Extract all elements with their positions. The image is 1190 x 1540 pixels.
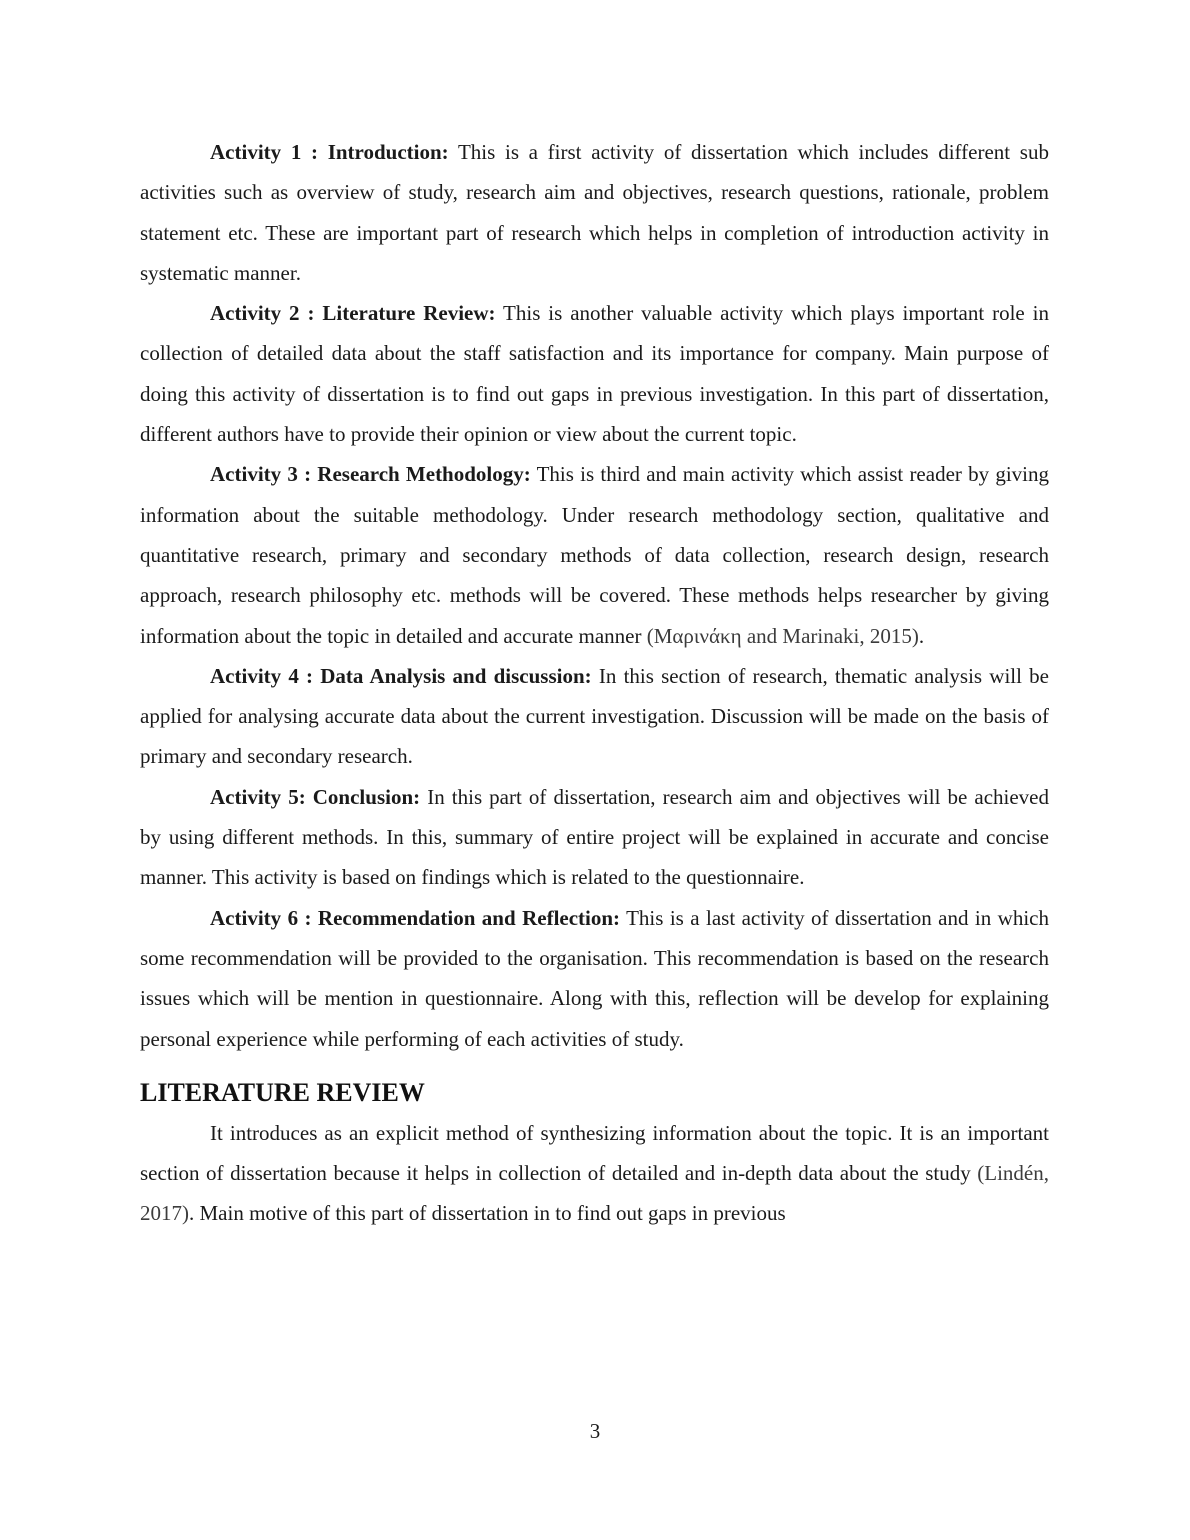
activity-1-title: Activity 1 : Introduction: bbox=[210, 140, 449, 164]
activity-4-title: Activity 4 : Data Analysis and discussion: bbox=[210, 663, 592, 688]
literature-review-heading: LITERATURE REVIEW bbox=[140, 1077, 425, 1107]
page-number: 3 bbox=[589, 1419, 601, 1443]
activity-2-paragraph bbox=[140, 293, 1049, 454]
activity-4-paragraph bbox=[140, 656, 1049, 777]
literature-review-citation: (Lindén, 2017) bbox=[140, 1161, 1049, 1226]
activity-3-text-end: . bbox=[918, 623, 925, 648]
activity-6-paragraph bbox=[140, 898, 1049, 1059]
activity-5-text: In this part of dissertation, research aim and objectives will be achieved by using different methods. In this, summary of entire project will be explained in accurate and concise manner. This activity is based on findings which is related to the questionnaire. bbox=[140, 784, 1049, 890]
activity-2-text: This is another valuable activity which plays important role in collection of detailed data about the staff satisfaction and its importance for company. Main purpose of doing this activity of dissertation is to find out gaps in previous investigation. In this part of dissertation, different authors have to provide their opinion or view about the current topic. bbox=[140, 301, 1049, 447]
activity-3-citation: (Μαρινάκη and Marinaki, 2015) bbox=[646, 623, 919, 648]
activity-3-paragraph bbox=[140, 454, 1049, 655]
literature-review-text-end: . Main motive of this part of dissertation in to find out gaps in previous bbox=[189, 1201, 786, 1226]
activity-6-title: Activity 6 : Recommendation and Reflection: bbox=[210, 905, 621, 930]
activity-5-paragraph bbox=[140, 777, 1049, 898]
activity-1-text: This is a first activity of dissertation which includes different sub activities such as overview of study, research aim and objectives, research questions, rationale, problem statement etc. These are important part of research which helps in completion of introduction activity in systematic manner. bbox=[140, 140, 1049, 285]
activity-3-text: This is third and main activity which assist reader by giving information about the suitable methodology. Under research methodology section, qualitative and quantitative research, primary and secondary methods of data collection, research design, research approach, research philosophy etc. methods will be covered. These methods helps researcher by giving information about the topic in detailed and accurate manner bbox=[140, 462, 1049, 648]
activity-6-text: This is a last activity of dissertation and in which some recommendation will be provided to the organisation. This recommendation is based on the research issues which will be mention in questionnaire. Along with this, reflection will be develop for explaining personal experience while performing of each activities of study. bbox=[140, 905, 1049, 1051]
activity-1-paragraph bbox=[140, 132, 1049, 293]
literature-review-text: It introduces as an explicit method of synthesizing information about the topic. It is an important section of dissertation because it helps in collection of detailed and in-depth data about the study bbox=[140, 1120, 1049, 1186]
activity-5-title: Activity 5: Conclusion: bbox=[210, 784, 421, 809]
activity-3-title: Activity 3 : Research Methodology: bbox=[210, 462, 531, 487]
activity-4-text: In this section of research, thematic analysis will be applied for analysing accurate data about the current investigation. Discussion will be made on the basis of primary and secondary research. bbox=[140, 663, 1049, 769]
literature-review-paragraph bbox=[140, 1113, 1049, 1234]
activity-2-title: Activity 2 : Literature Review: bbox=[210, 301, 496, 326]
page-content bbox=[140, 132, 1049, 1234]
